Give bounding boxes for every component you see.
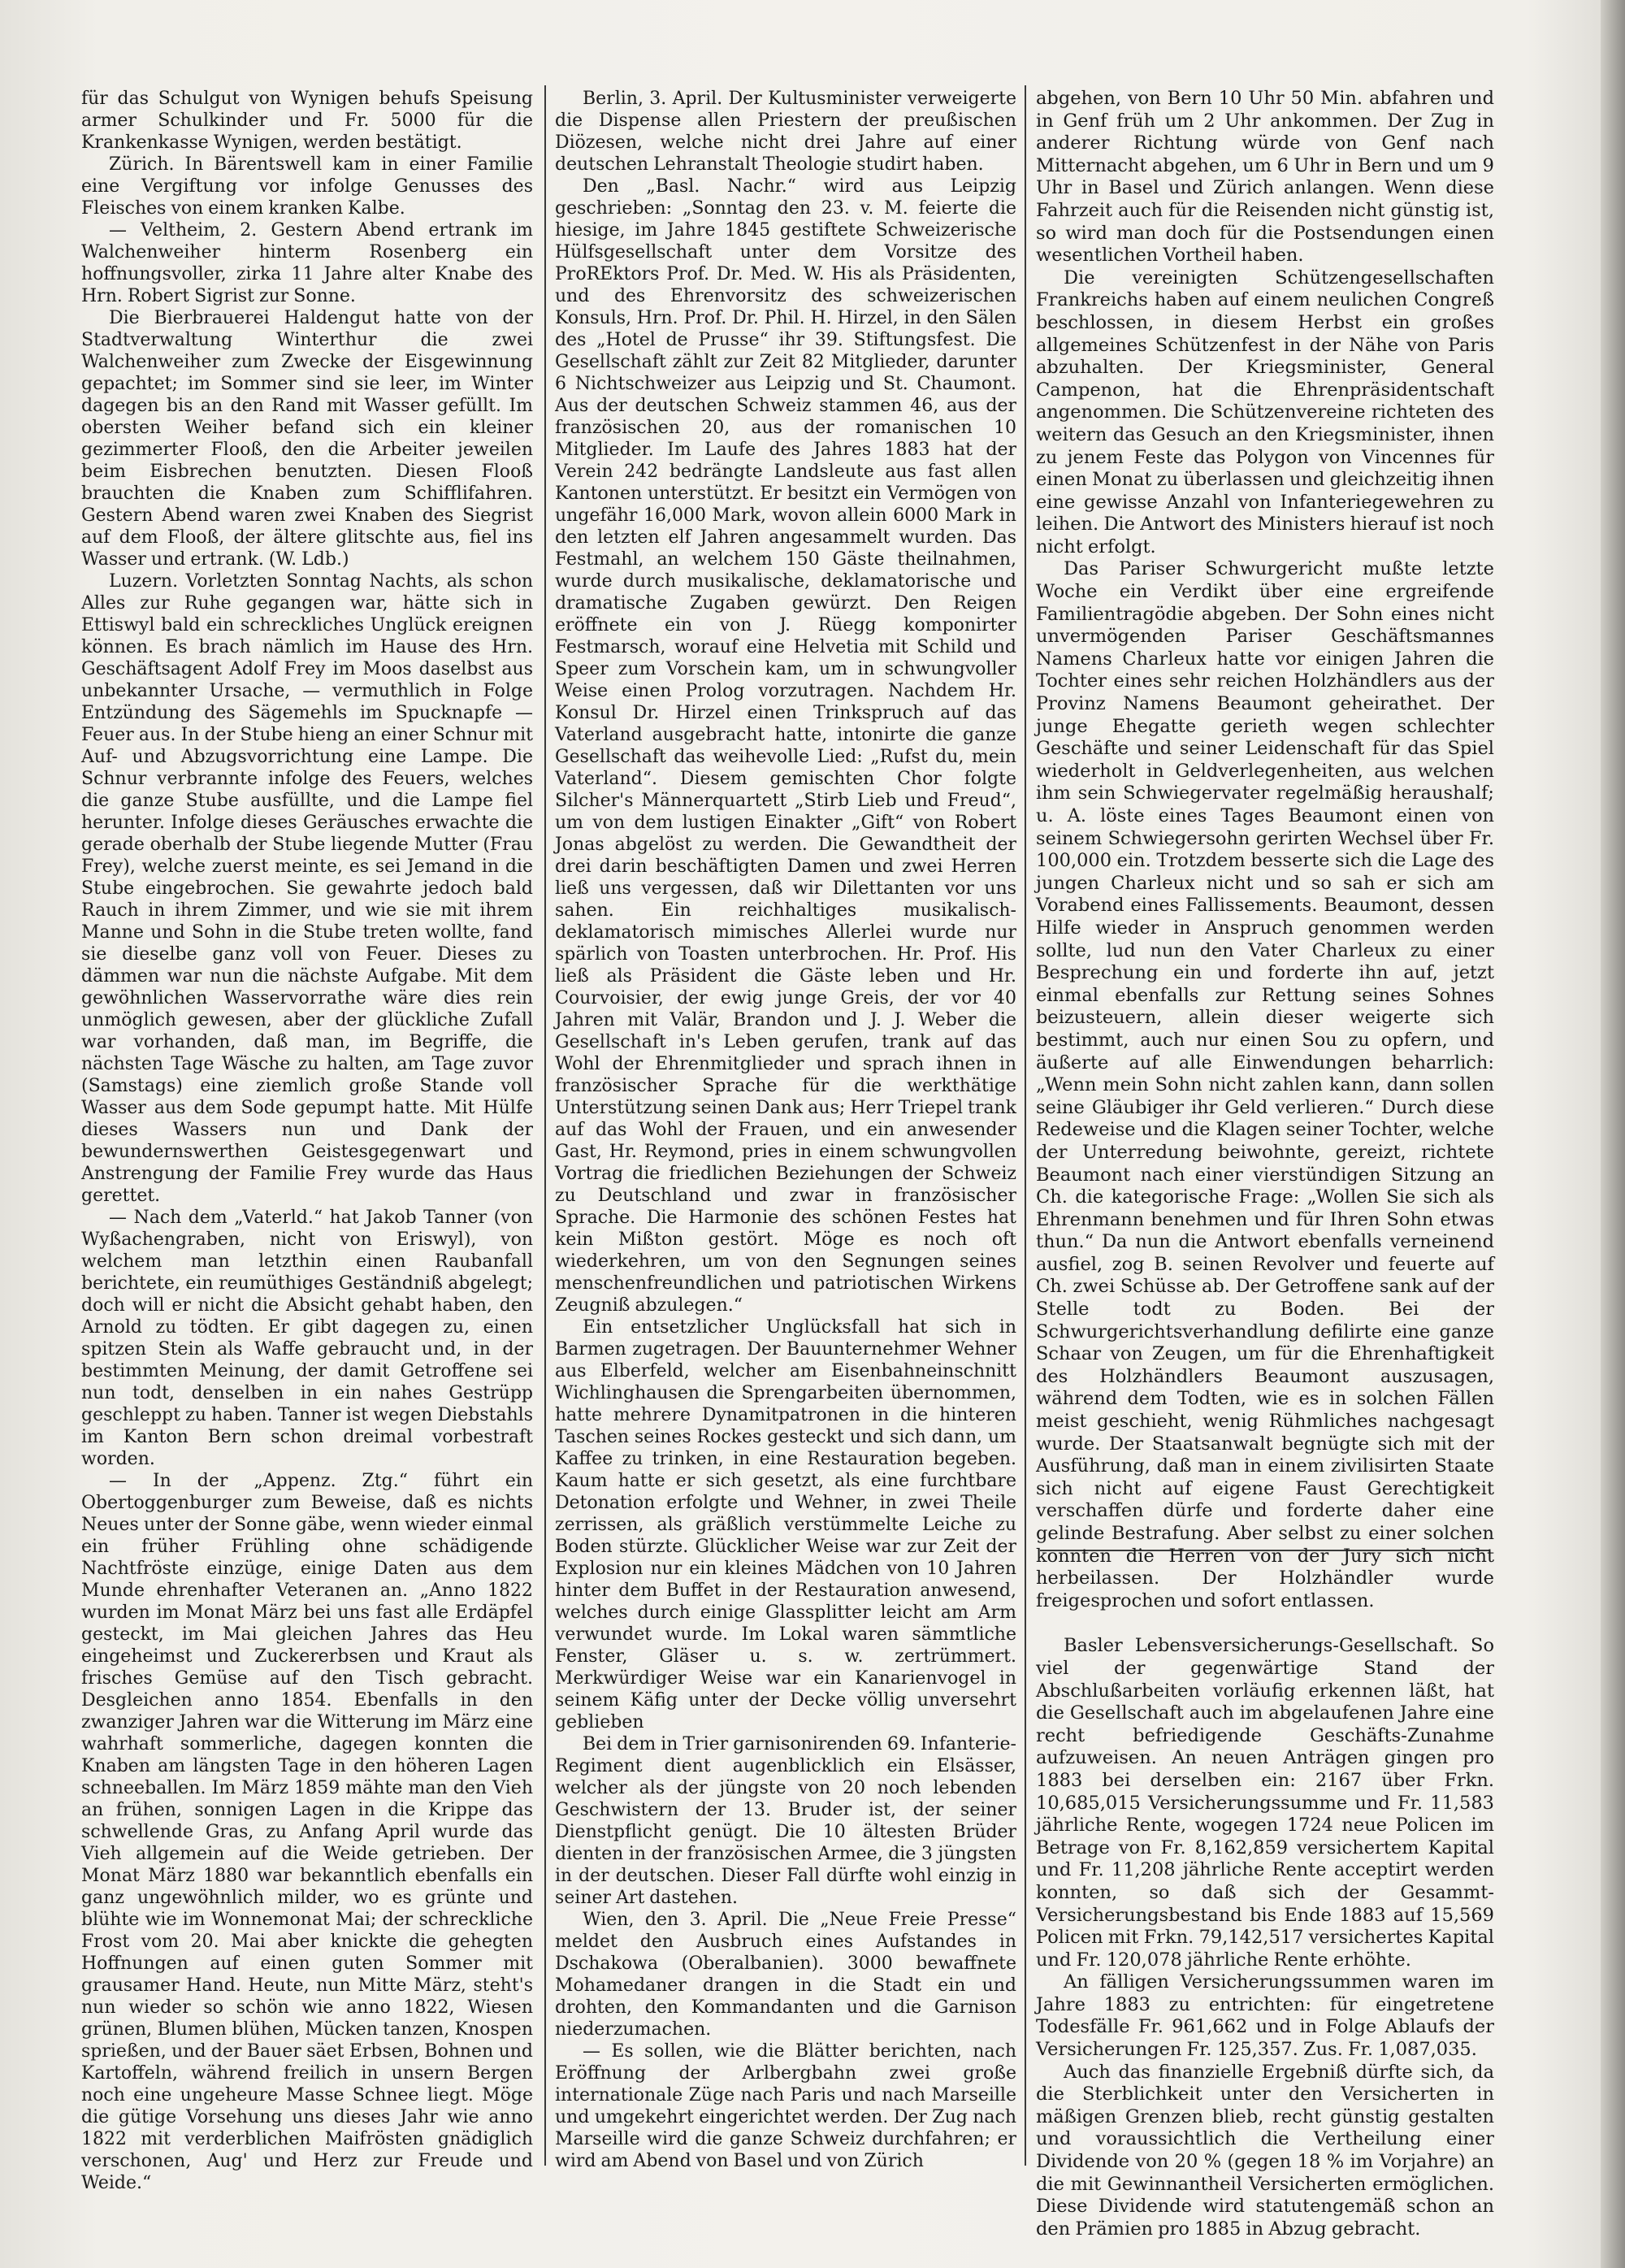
article-paragraph: — Nach dem „Vaterld.“ hat Jakob Tanner (von Wyßachengraben, nicht von Eriswyl), von welchem man letzthin einen Raubanfall berichtete, ein reumüthiges Geständniß abgelegt; doch will er nicht die Absicht gehabt haben, den Arnold zu tödten. Er gibt dagegen zu, einen spitzen Stein als Waffe gebraucht und, in der bestimmten Meinung, der damit Getroffene sei nun todt, denselben in ein nahes Gestrüpp geschleppt zu haben. Tanner ist wegen Diebstahls im Kanton Bern schon dreimal vorbestraft worden. (81, 1208, 533, 1469)
article-paragraph: Ein entsetzlicher Unglücksfall hat sich in Barmen zugetragen. Der Bauunternehmer Wehner aus Elberfeld, welcher am Eisenbahneinschnitt Wichlinghausen die Sprengarbeiten übernommen, hatte mehrere Dynamitpatronen in die hinteren Taschen seines Rockes gesteckt und sich dann, um Kaffee zu trinken, in eine Restauration begeben. Kaum hatte er sich gesetzt, als eine furchtbare Detonation erfolgte und Wehner, in zwei Theile zerrissen, als gräßlich verstümmelte Leiche zu Boden stürzte. Glücklicher Weise war zur Zeit der Explosion nur ein kleines Mädchen von 10 Jahren hinter dem Buffet in der Restauration anwesend, welches durch einige Glassplitter leicht am Arm verwundet wurde. Im Lokal waren sämmtliche Fenster, Gläser u. s. w. zertrümmert. Merkwürdiger Weise war ein Kanarienvogel in seinem Käfig unter der Decke völlig unversehrt geblieben (555, 1317, 1016, 1732)
article-paragraph: Wien, den 3. April. Die „Neue Freie Presse“ meldet den Ausbruch eines Aufstandes in Dschakowa (Oberalbanien). 3000 bewaffnete Mohamedaner drangen in die Stadt ein und drohten, den Kommandanten und die Garnison niederzumachen. (555, 1910, 1016, 2040)
article-paragraph: Auch das finanzielle Ergebniß dürfte sich, da die Sterblichkeit unter den Versicherten in mäßigen Grenzen blieb, recht günstig gestalten und voraussichtlich die Vertheilung einer Dividende von 20 % (gegen 18 % im Vorjahre) an die mit Gewinnantheil Versicherten ermöglichen. Diese Dividende wird statutengemäß schon an den Prämien pro 1885 in Abzug gebracht. (1036, 2061, 1494, 2240)
article-paragraph: Luzern. Vorletzten Sonntag Nachts, als schon Alles zur Ruhe gegangen war, hätte sich in Ettiswyl bald ein schreckliches Unglück ereignen können. Es brach nämlich im Hause des Hrn. Geschäftsagent Adolf Frey im Moos daselbst aus unbekannter Ursache, — vermuthlich in Folge Entzündung des Sägemehls im Spucknapfe — Feuer aus. In der Stube hieng an einer Schnur mit Auf- und Abzugsvorrichtung eine Lampe. Die Schnur verbrannte infolge des Feuers, welches die ganze Stube ausfüllte, und die Lampe fiel herunter. Infolge dieses Geräusches erwachte die gerade oberhalb der Stube liegende Mutter (Frau Frey), welche zuerst meinte, es sei Jemand in die Stube eingebrochen. Sie gewahrte jedoch bald Rauch in ihrem Zimmer, und wie sie mit ihrem Manne und Sohn in die Stube treten wollte, fand sie dieselbe ganz voll von Feuer. Dieses zu dämmen war nun die nächste Aufgabe. Mit dem gewöhnlichen Wasservorrathe wäre dies rein unmöglich gewesen, aber der glückliche Zufall war vorhanden, daß man, im Begriffe, die nächsten Tage Wäsche zu halten, am Tage zuvor (Samstags) eine ziemlich große Stande voll Wasser aus dem Sode gepumpt hatte. Mit Hülfe dieses Wassers nun und Dank der bewundernswerthen Geistesgegenwart und Anstrengung der Familie Frey wurde das Haus gerettet. (81, 571, 533, 1206)
page-edge-shadow (1601, 0, 1625, 2268)
article-paragraph: — In der „Appenz. Ztg.“ führt ein Obertoggenburger zum Beweise, daß es nichts Neues unter der Sonne gäbe, wenn wieder einmal ein früher Frühling ohne schädigende Nachtfröste einzüge, einige Daten aus dem Munde ehrenhafter Veteranen an. „Anno 1822 wurden im Monat März bei uns fast alle Erdäpfel gesteckt, im Mai gleichen Jahres das Heu eingeheimst und Zuckererbsen und Kraut als frisches Gemüse auf den Tisch gebracht. Desgleichen anno 1854. Ebenfalls in den zwanziger Jahren war die Witterung im März eine wahrhaft sommerliche, dagegen konnten die Knaben am längsten Tage in den höheren Lagen schneeballen. Im März 1859 mähte man den Vieh an frühen, sonnigen Lagen in die Krippe das schwellende Gras, zu Anfang April wurde das Vieh allgemein auf die Weide getrieben. Der Monat März 1880 war bekanntlich ebenfalls ein ganz ungewöhnlich milder, wo es grünte und blühte wie im Wonnemonat Mai; der schreckliche Frost vom 20. Mai aber knickte die gehegten Hoffnungen auf einen guten Sommer mit grausamer Hand. Heute, nun Mitte März, steht's nun wieder so schön wie anno 1822, Wiesen grünen, Blumen blühen, Mücken tanzen, Knospen sprießen, und der Bauer säet Erbsen, Bohnen und Kartoffeln, während freilich in unsern Bergen noch eine ungeheure Masse Schnee liegt. Möge die gütige Vorsehung uns dieses Jahr wie anno 1822 mit verderblichen Maifrösten gnädiglich verschonen, Aug' und Herz zur Freude und Weide.“ (81, 1471, 533, 2193)
article-paragraph: — Es sollen, wie die Blätter berichten, nach Eröffnung der Arlbergbahn zwei große internationale Züge nach Paris und nach Marseille und umgekehrt eingerichtet werden. Der Zug nach Marseille wird die ganze Schweiz durchfahren; er wird am Abend von Basel und von Zürich (555, 2041, 1016, 2171)
article-paragraph: — Veltheim, 2. Gestern Abend ertrank im Walchenweiher hinterm Rosenberg ein hoffnungsvoller, zirka 11 Jahre alter Knabe des Hrn. Robert Sigrist zur Sonne. (81, 220, 533, 306)
article-paragraph: für das Schulgut von Wynigen behufs Speisung armer Schulkinder und Fr. 5000 für die Krankenkasse Wynigen, werden bestätigt. (81, 89, 533, 153)
column-left (81, 88, 533, 2194)
article-paragraph: Den „Basl. Nachr.“ wird aus Leipzig geschrieben: „Sonntag den 23. v. M. feierte die hiesige, im Jahre 1845 gestiftete Schweizerische Hülfsgesellschaft unter dem Vorsitze des ProREktors Prof. Dr. Med. W. His als Präsidenten, und des Ehrenvorsitz des schweizerischen Konsuls, Hrn. Prof. Dr. Phil. H. Hirzel, in den Sälen des „Hotel de Prusse“ ihr 39. Stiftungsfest. Die Gesellschaft zählt zur Zeit 82 Mitglieder, darunter 6 Nichtschweizer aus Leipzig und St. Chaumont. Aus der deutschen Schweiz stammen 46, aus der französischen 20, aus der romanischen 10 Mitglieder. Im Laufe des Jahres 1883 hat der Verein 242 bedrängte Landsleute aus fast allen Kantonen unterstützt. Er besitzt ein Vermögen von ungefähr 16,000 Mark, wovon allein 6000 Mark in den letzten elf Jahren angesammelt wurden. Das Festmahl, an welchem 150 Gäste theilnahmen, wurde durch musikalische, deklamatorische und dramatische Zugaben gewürzt. Den Reigen eröffnete ein von J. Rüegg komponirter Festmarsch, worauf eine Helvetia mit Schild und Speer zum Vorschein kam, um in schwungvoller Weise einen Prolog vorzutragen. Nachdem Hr. Konsul Dr. Hirzel einen Trinkspruch auf das Vaterland ausgebracht hatte, intonirte die ganze Gesellschaft das weihevolle Lied: „Rufst du, mein Vaterland“. Diesem gemischten Chor folgte Silcher's Männerquartett „Stirb Lieb und Freud“, um von dem lustigen Einakter „Gift“ von Robert Jonas abgelöst zu werden. Die Gewandtheit der drei darin beschäftigten Damen und zwei Herren ließ uns vergessen, daß wir Dilettanten vor uns sahen. Ein reichhaltiges musikalisch-deklamatorisch mimisches Allerlei wurde nur spärlich von Toasten unterbrochen. Hr. Prof. His ließ als Präsident die Gäste leben und Hr. Courvoisier, der ewig junge Greis, der vor 40 Jahren mit Valär, Brandon und J. J. Weber die Gesellschaft in's Leben gerufen, trank auf das Wohl der Ehrenmitglieder und sprach ihnen in französischer Sprache für die werkthätige Unterstützung seinen Dank aus; Herr Triepel trank auf das Wohl der Frauen, und ein anwesender Gast, Hr. Reymond, pries in einem schwungvollen Vortrag die friedlichen Beziehungen der Schweiz zu Deutschland und zwar in französischer Sprache. Die Harmonie des schönen Festes hat kein Mißton gestört. Möge es noch oft wiederkehren, um von den Segnungen seines menschenfreundlichen und patriotischen Wirkens Zeugniß abzulegen.“ (555, 176, 1016, 1316)
article-paragraph: An fälligen Versicherungssummen waren im Jahre 1883 zu entrichten: für eingetretene Todesfälle Fr. 961,662 und in Folge Ablaufs der Versicherungen Fr. 125,357. Zus. Fr. 1,087,035. (1036, 1971, 1494, 2061)
article-paragraph: abgehen, von Bern 10 Uhr 50 Min. abfahren und in Genf früh um 2 Uhr ankommen. Der Zug in anderer Richtung würde von Genf nach Mitternacht abgehen, um 6 Uhr in Bern und um 9 Uhr in Basel und Zürich anlangen. Wenn diese Fahrzeit auch für die Reisenden nicht günstig ist, so wird man doch für die Postsendungen einen wesentlichen Vortheil haben. (1036, 88, 1494, 267)
column-rule-left (544, 85, 546, 2166)
article-paragraph: Berlin, 3. April. Der Kultusminister verweigerte die Dispense allen Priestern der preußischen Diözesen, welche nicht drei Jahre auf einer deutschen Lehranstalt Theologie studirt haben. (555, 89, 1016, 175)
article-paragraph: Die Bierbrauerei Haldengut hatte von der Stadtverwaltung Winterthur die zwei Walchenweiher zum Zwecke der Eisgewinnung gepachtet; im Sommer sind sie leer, im Winter dagegen bis an den Rand mit Wasser gefüllt. Im obersten Weiher befand sich ein kleiner gezimmerter Flooß, den die Arbeiter jeweilen beim Eisbrechen benutzten. Diesen Flooß brauchten die Knaben zum Schifflifahren. Gestern Abend waren zwei Knaben des Siegrist auf dem Flooß, der ältere glitschte aus, fiel ins Wasser und ertrank. (W. Ldb.) (81, 308, 533, 570)
column-right (1036, 88, 1494, 2240)
article-paragraph: Bei dem in Trier garnisonirenden 69. Infanterie-Regiment dient augenblicklich ein Elsässer, welcher als der jüngste von 20 noch lebenden Geschwistern der 13. Bruder ist, der seiner Dienstpflicht genügt. Die 10 ältesten Brüder dienten in der französischen Armee, die 3 jüngsten in der deutschen. Dieser Fall dürfte wohl einzig in seiner Art dastehen. (555, 1734, 1016, 1908)
article-paragraph: Basler Lebensversicherungs-Gesellschaft. So viel der gegenwärtige Stand der Abschlußarbeiten vorläufig erkennen läßt, hat die Gesellschaft auch im abgelaufenen Jahre eine recht befriedigende Geschäfts-Zunahme aufzuweisen. An neuen Anträgen gingen pro 1883 bei derselben ein: 2167 über Frkn. 10,685,015 Versicherungssumme und Fr. 11,583 jährliche Rente, wogegen 1724 neue Policen im Betrage von Fr. 8,162,859 versichertem Kapital und Fr. 11,208 jährliche Rente acceptirt werden konnten, so daß sich der Gesammt-Versicherungsbestand bis Ende 1883 auf 15,569 Policen mit Frkn. 79,142,517 versichertes Kapital und Fr. 120,078 jährliche Rente erhöhte. (1036, 1635, 1494, 1971)
article-paragraph: Das Pariser Schwurgericht mußte letzte Woche ein Verdikt über eine ergreifende Familientragödie abgeben. Der Sohn eines nicht unvermögenden Pariser Geschäftsmannes Namens Charleux hatte vor einigen Jahren die Tochter eines sehr reichen Holzhändlers aus der Provinz Namens Beaumont geheirathet. Der junge Ehegatte gerieth wegen schlechter Geschäfte und seiner Leidenschaft für das Spiel wiederholt in Geldverlegenheiten, aus welchen ihm sein Schwiegervater regelmäßig heraushalf; u. A. löste eines Tages Beaumont einen von seinem Schwiegersohn gerirten Wechsel über Fr. 100,000 ein. Trotzdem besserte sich die Lage des jungen Charleux nicht und so sah er sich am Vorabend eines Fallissements. Beaumont, dessen Hilfe wieder in Anspruch genommen werden sollte, lud nun den Vater Charleux zu einer Besprechung ein und forderte ihn auf, jetzt einmal ebenfalls zur Rettung seines Sohnes beizusteuern, allein dieser weigerte sich bestimmt, auch nur einen Sou zu opfern, und äußerte auf alle Einwendungen beharrlich: „Wenn mein Sohn nicht zahlen kann, dann sollen seine Gläubiger ihr Geld verlieren.“ Durch diese Redeweise und die Klagen seiner Tochter, welche der Unterredung beiwohnte, gereizt, richtete Beaumont nach einer vierstündigen Sitzung an Ch. die kategorische Frage: „Wollen Sie sich als Ehrenmann benehmen und für Ihren Sohn etwas thun.“ Da nun die Antwort ebenfalls verneinend ausfiel, zog B. seinen Revolver und feuerte auf Ch. zwei Schüsse ab. Der Getroffene sank auf der Stelle todt zu Boden. Bei der Schwurgerichtsverhandlung defilirte eine ganze Schaar von Zeugen, um für die Ehrenhaftigkeit des Holzhändlers Beaumont auszusagen, während dem Todten, wie es in solchen Fällen meist geschieht, wenig Rühmliches nachgesagt wurde. Der Staatsanwalt begnügte sich mit der Ausführung, daß man in einem zivilisirten Staate sich nicht auf eigene Faust Gerechtigkeit verschaffen dürfe und forderte daher eine gelinde Bestrafung. Aber selbst zu einer solchen konnten die Herren von der Jury sich nicht herbeilassen. Der Holzhändler wurde freigesprochen und sofort entlassen. (1036, 558, 1494, 1611)
column-rule-right (1025, 85, 1026, 2166)
article-paragraph: Zürich. In Bärentswell kam in einer Familie eine Vergiftung vor infolge Genusses des Fleisches von einem kranken Kalbe. (81, 154, 533, 219)
column-middle (555, 88, 1016, 2172)
article-paragraph: Die vereinigten Schützengesellschaften Frankreichs haben auf einem neulichen Congreß beschlossen, in diesem Herbst ein großes allgemeines Schützenfest in der Nähe von Paris abzuhalten. Der Kriegsminister, General Campenon, hat die Ehrenpräsidentschaft angenommen. Die Schützenvereine richteten des weitern das Gesuch an den Kriegsminister, ihnen zu jenem Feste das Polygon von Vincennes für einen Monat zu überlassen und gleichzeitig ihnen eine gewisse Anzahl von Infanteriegewehren zu leihen. Die Antwort des Ministers hierauf ist noch nicht erfolgt. (1036, 267, 1494, 557)
